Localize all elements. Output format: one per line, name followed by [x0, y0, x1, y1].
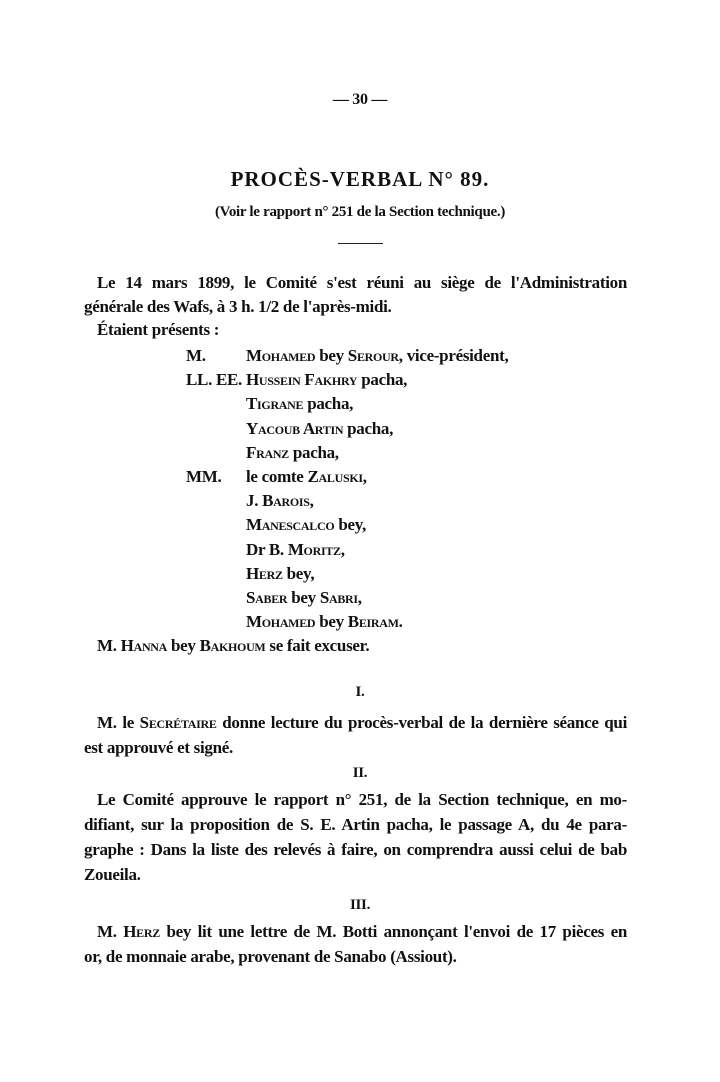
name-smallcaps: Hanna	[120, 636, 168, 655]
text-segment: Zoueila.	[84, 865, 141, 884]
attendee-row	[246, 588, 362, 608]
text-segment: .	[398, 612, 403, 632]
name-smallcaps: Barois	[262, 491, 310, 511]
name-smallcaps: Herz	[123, 922, 160, 941]
attendee-row	[246, 491, 314, 511]
paragraph-line	[97, 713, 627, 733]
name-smallcaps: Mohamed	[246, 612, 316, 632]
text-segment: pacha,	[357, 370, 408, 390]
paragraph-line	[84, 815, 627, 835]
name-smallcaps: Tigrane	[246, 394, 304, 414]
section-numeral: I.	[355, 684, 365, 700]
subtitle: (Voir le rapport n° 251 de la Section technique.)	[214, 204, 506, 220]
text-segment: donne lecture du procès-verbal de la dernière séance qui	[216, 713, 627, 732]
text-segment: , vice-président,	[398, 346, 509, 365]
paragraph-line	[97, 922, 627, 942]
divider	[338, 243, 383, 244]
name-smallcaps: Zaluski	[307, 467, 363, 486]
paragraph-line	[97, 790, 627, 810]
text-segment: Dr B.	[246, 539, 288, 559]
attendee-row	[246, 394, 353, 414]
attendee-row	[246, 564, 314, 584]
paragraph-line	[84, 738, 627, 758]
text-segment: ,	[362, 467, 367, 486]
text-segment: pacha,	[343, 418, 394, 438]
text-segment: difiant, sur la proposition de S. E. Artin pacha, le passage A, du 4e para-	[84, 815, 627, 834]
text-segment: ,	[340, 539, 345, 559]
page-title: PROCÈS-VERBAL N° 89.	[230, 167, 490, 191]
text-segment: bey	[167, 636, 200, 655]
text-segment: ,	[309, 491, 314, 511]
text-segment: est approuvé et signé.	[84, 738, 233, 757]
page-number: — 30 —	[332, 91, 388, 108]
intro-line: Étaient présents :	[97, 320, 220, 339]
paragraph-line	[84, 865, 627, 885]
name-smallcaps: Herz	[246, 563, 283, 583]
text-segment: or, de monnaie arabe, provenant de Sanabo (Assiout).	[84, 947, 457, 966]
text-segment: J.	[246, 491, 263, 511]
name-smallcaps: Sabri	[319, 588, 358, 607]
intro-line: Le 14 mars 1899, le Comité s'est réuni au siège de l'Administration	[97, 273, 627, 292]
text-segment: M.	[97, 636, 121, 655]
attendee-row	[246, 443, 339, 463]
attendee-row	[246, 346, 508, 366]
attendee-row	[246, 370, 407, 390]
attendee-title: LL. EE.	[186, 370, 243, 390]
excused-line	[97, 636, 369, 656]
name-smallcaps: Hussein Fakhry	[246, 370, 358, 390]
attendee-title: MM.	[186, 467, 222, 486]
name-smallcaps: Moritz	[287, 539, 341, 559]
text-segment: bey,	[334, 515, 366, 535]
text-segment: graphe : Dans la liste des relevés à faire, on comprendra aussi celui de bab	[84, 840, 627, 859]
attendee-row	[246, 540, 345, 560]
name-smallcaps: Beiram	[347, 612, 399, 632]
text-segment: bey	[315, 346, 348, 365]
text-segment: M. le	[97, 713, 140, 732]
attendee-row	[246, 515, 366, 535]
name-smallcaps: Manescalco	[246, 515, 335, 535]
attendee-row	[246, 612, 403, 632]
text-segment: se fait excuser.	[265, 636, 370, 655]
text-segment: pacha,	[288, 442, 339, 462]
text-segment: Le Comité approuve le rapport n° 251, de la Section technique, en mo-	[97, 790, 627, 809]
text-segment: bey	[315, 612, 348, 632]
attendee-title: M.	[186, 346, 206, 365]
section-numeral: III.	[349, 897, 371, 913]
name-smallcaps: Mohamed	[246, 346, 316, 365]
name-smallcaps: Secrétaire	[139, 713, 217, 732]
text-segment: ,	[357, 588, 362, 607]
name-smallcaps: Serour	[347, 346, 399, 365]
text-segment: pacha,	[303, 394, 354, 414]
text-segment: bey	[287, 588, 320, 607]
section-numeral: II.	[352, 765, 368, 781]
text-segment: M.	[97, 922, 124, 941]
name-smallcaps: Bakhoum	[199, 636, 266, 655]
paragraph-line	[84, 840, 627, 860]
name-smallcaps: Yacoub Artin	[246, 418, 344, 438]
intro-line: générale des Wafs, à 3 h. 1/2 de l'après-midi.	[84, 297, 392, 316]
attendee-row	[246, 467, 367, 487]
attendee-row	[246, 419, 393, 439]
text-segment: le comte	[246, 467, 308, 486]
name-smallcaps: Saber	[246, 588, 288, 607]
paragraph-line	[84, 947, 627, 967]
name-smallcaps: Franz	[246, 442, 289, 462]
text-segment: bey,	[282, 563, 315, 583]
text-segment: bey lit une lettre de M. Botti annonçant l'envoi de 17 pièces en	[159, 922, 627, 941]
